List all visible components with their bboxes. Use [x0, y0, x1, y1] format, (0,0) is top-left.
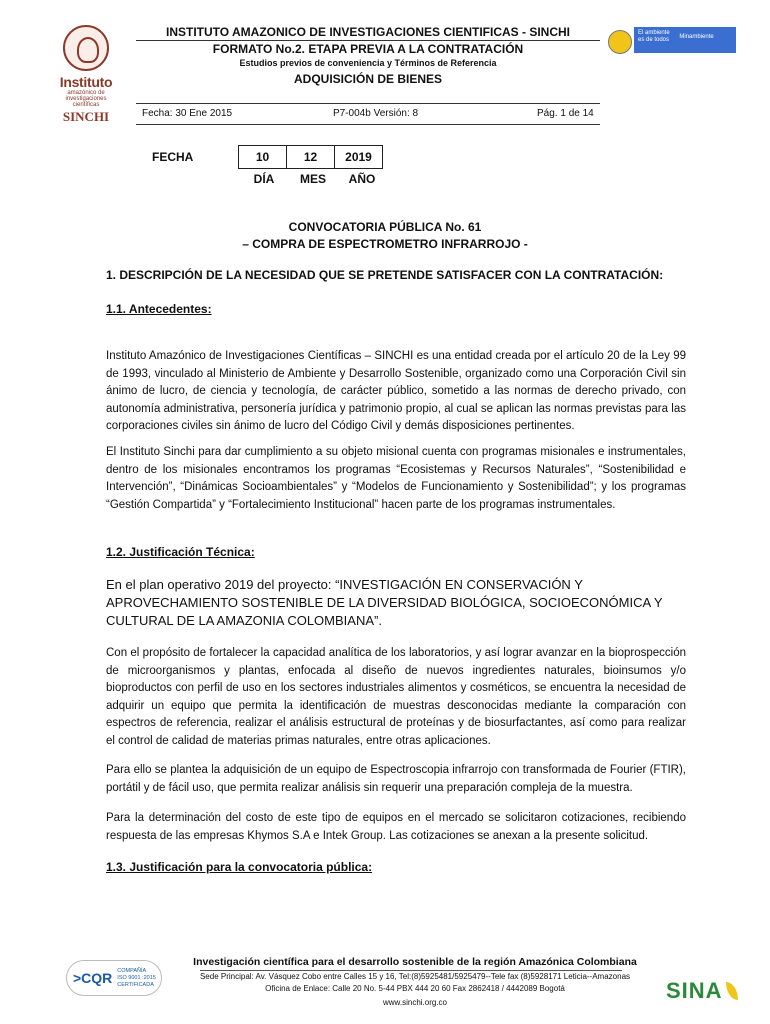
- sinchi-logo: [58, 25, 114, 124]
- paragraph-ftir: Para ello se plantea la adquisición de un equipo de Espectroscopia infrarrojo con transformada de Fourier (FTIR), portátil y de fácil uso, que permita realizar análisis sin requerir una preparación compleja de la muestra.: [106, 764, 686, 794]
- date-table: [238, 145, 383, 169]
- logo-line1: Instituto: [59, 74, 113, 90]
- gov-ministry: Minambiente: [679, 34, 714, 40]
- header-title-institute: INSTITUTO AMAZONICO DE INVESTIGACIONES CIENTIFICAS - SINCHI: [165, 25, 570, 39]
- header-page: Pág. 1 de 14: [537, 108, 594, 119]
- header-title-acquisition: ADQUISICIÓN DE BIENES: [293, 72, 443, 86]
- header-divider: [136, 103, 600, 104]
- section-1-2-heading: 1.2. Justificación Técnica:: [106, 545, 255, 559]
- section-1-heading: 1. DESCRIPCIÓN DE LA NECESIDAD QUE SE PRETENDE SATISFACER CON LA CONTRATACIÓN:: [106, 268, 664, 282]
- footer-oficina: Oficina de Enlace: Calle 20 No. 5-44 PBX 444 20 60 Fax 2862418 / 4442089 Bogotá: [265, 984, 565, 993]
- cqr-mark: >CQR: [73, 970, 113, 986]
- date-year-label: AÑO: [348, 172, 376, 186]
- section-1-1-heading: 1.1. Antecedentes:: [106, 302, 212, 316]
- header-title-format: FORMATO No.2. ETAPA PREVIA A LA CONTRATACIÓN: [212, 42, 524, 56]
- header-title-studies: Estudios previos de conveniencia y Términos de Referencia: [239, 58, 497, 68]
- header-date: Fecha: 30 Ene 2015: [142, 108, 233, 119]
- cqr-certification-logo: [66, 960, 162, 996]
- convocatoria-subtitle: – COMPRA DE ESPECTROMETRO INFRARROJO -: [242, 237, 528, 251]
- gov-line2: es de todos: [638, 37, 670, 43]
- paragraph-cotizaciones: Para la determinación del costo de este tipo de equipos en el mercado se solicitaron cotizaciones, recibiendo respuesta de las empresas Khymos S.A e Intek Group. Las cotizaciones se anexan a la presente solicitud.: [106, 812, 686, 842]
- sinchi-emblem-icon: [63, 25, 109, 71]
- cqr-line2: ISO 9001 :2015: [117, 974, 156, 981]
- header-code: P7-004b Versión: 8: [333, 108, 419, 119]
- colombia-coat-of-arms-icon: [608, 30, 632, 54]
- paragraph-plan-operativo: En el plan operativo 2019 del proyecto: “INVESTIGACIÓN EN CONSERVACIÓN Y APROVECHAMIENTO SOSTENIBLE DE LA DIVERSIDAD BIOLÓGICA, SOCIOECONÓMICA Y CULTURAL DE LA AMAZONIA COLOMBIANA”.: [106, 577, 663, 628]
- date-year: 2019: [335, 146, 383, 169]
- paragraph-antecedentes-2: El Instituto Sinchi para dar cumplimiento a su objeto misional cuenta con programas misionales e instrumentales, dentro de los misionales encontramos los programas “Ecosistemas y Recursos Naturales”, “Sostenibilidad e Intervención”, “Dinámicas Socioambientales” y “Modelos de Funcionamiento y Sostenibilidad”; y los programas “Gestión Compartida” y “Fortalecimiento Institucional” hacen parte de los programas instrumentales.: [106, 446, 686, 511]
- convocatoria-title: CONVOCATORIA PÚBLICA No. 61: [288, 220, 482, 234]
- sina-leaf-icon: [726, 982, 738, 1000]
- date-month: 12: [287, 146, 335, 169]
- cqr-line3: CERTIFICADA: [117, 981, 154, 988]
- date-day: 10: [239, 146, 287, 169]
- fecha-label: FECHA: [152, 150, 194, 164]
- paragraph-proposito: Con el propósito de fortalecer la capacidad analítica de los laboratorios, y así lograr avanzar en la bioprospección de microorganismos y plantas, enfocada al diseño de nuevos ingredientes naturales, bioinsumos y/o bioproductos con perfil de uso en los sectores industriales alimentos y cosméticos, se encuentra la necesidad de adquirir un equipo que permita la identificación de muestras desconocidas mediante la comparación con espectros de referencia, realizar el análisis estructural de proteínas y de biosurfactantes, así como para realizar el control de calidad de materias primas naturales, entre otras aplicaciones.: [106, 647, 686, 747]
- section-1-3-heading: 1.3. Justificación para la convocatoria pública:: [106, 860, 373, 874]
- footer-tagline: Investigación científica para el desarrollo sostenible de la región Amazónica Colombiana: [193, 956, 637, 968]
- minambiente-logo: [634, 27, 736, 53]
- footer-divider: [200, 970, 622, 971]
- date-day-label: DÍA: [253, 172, 275, 186]
- gov-line1: El ambiente: [638, 30, 670, 36]
- logo-line4: SINCHI: [62, 109, 110, 124]
- logo-line2: amazónico de: [67, 90, 105, 96]
- logo-line3: investigaciones científicas: [65, 96, 107, 108]
- footer-sede: Sede Principal: Av. Vásquez Cobo entre Calles 15 y 16, Tel:(8)5925481/5925479--Tele fax (8)5928171 Leticia--Amazonas: [199, 972, 631, 981]
- cqr-line1: COMPAÑÍA: [117, 967, 147, 974]
- footer-website: www.sinchi.org.co: [382, 998, 448, 1007]
- paragraph-antecedentes-1: Instituto Amazónico de Investigaciones Científicas – SINCHI es una entidad creada por el artículo 20 de la Ley 99 de 1993, vinculado al Ministerio de Ambiente y Desarrollo Sostenible, organizado como una Corporación Civil sin ánimo de lucro, de ciencia y tecnología, de carácter público, sometido a las normas de derecho privado, con autonomía administrativa, personería jurídica y patrimonio propio, al cual se aplican las normas previstas para las corporaciones civiles sin ánimo de lucro del Código Civil y demás disposiciones pertinentes.: [106, 350, 686, 432]
- header-divider: [136, 40, 600, 41]
- sina-logo: SINA: [666, 978, 723, 1003]
- date-month-label: MES: [299, 172, 326, 186]
- header-divider: [136, 124, 600, 125]
